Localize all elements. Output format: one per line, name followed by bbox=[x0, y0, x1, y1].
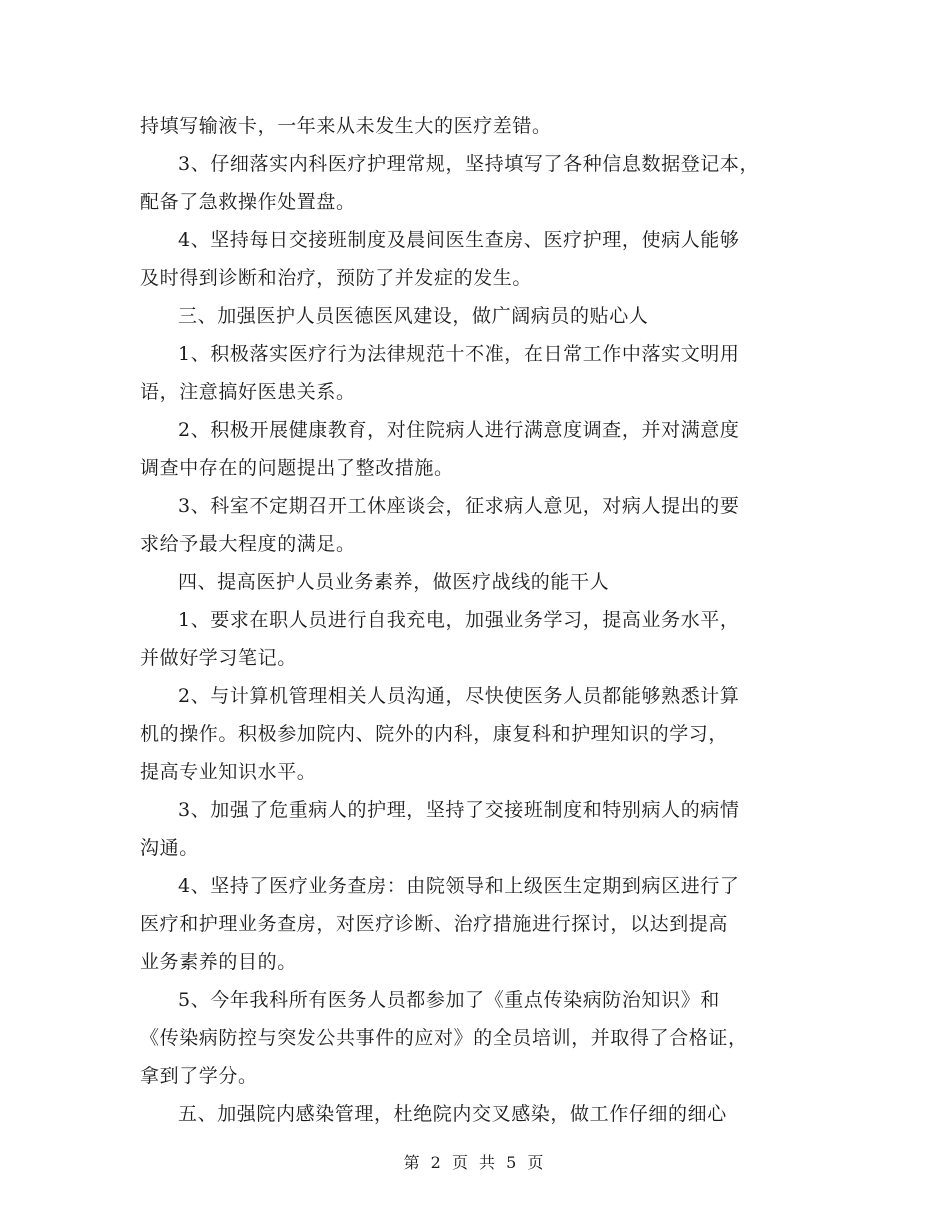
text-line: 三、加强医护人员医德医风建设，做广阔病员的贴心人 bbox=[178, 305, 649, 327]
text-line: 《传染病防控与突发公共事件的应对》的全员培训，并取得了合格证， bbox=[140, 1027, 748, 1049]
text-line: 配备了急救操作处置盘。 bbox=[140, 191, 356, 213]
text-line: 及时得到诊断和治疗，预防了并发症的发生。 bbox=[140, 267, 533, 289]
text-line: 1、积极落实医疗行为法律规范十不准，在日常工作中落实文明用 bbox=[178, 343, 740, 365]
text-line: 沟通。 bbox=[140, 837, 199, 859]
text-line: 并做好学习笔记。 bbox=[140, 647, 297, 669]
text-line: 机的操作。积极参加院内、院外的内科，康复科和护理知识的学习， bbox=[140, 723, 729, 745]
text-line: 拿到了学分。 bbox=[140, 1065, 258, 1087]
text-line: 3、仔细落实内科医疗护理常规，坚持填写了各种信息数据登记本， bbox=[178, 153, 760, 175]
text-line: 3、加强了危重病人的护理，坚持了交接班制度和特别病人的病情 bbox=[178, 799, 740, 821]
text-line: 语，注意搞好医患关系。 bbox=[140, 381, 356, 403]
document-body bbox=[140, 107, 810, 1133]
text-line: 医疗和护理业务查房，对医疗诊断、治疗措施进行探讨，以达到提高 bbox=[140, 913, 729, 935]
text-line: 持填写输液卡，一年来从未发生大的医疗差错。 bbox=[140, 115, 552, 137]
text-line: 五、加强院内感染管理，杜绝院内交叉感染，做工作仔细的细心 bbox=[178, 1103, 727, 1125]
page-number-footer: 第 2 页 共 5 页 bbox=[403, 1153, 547, 1172]
text-line: 2、积极开展健康教育，对住院病人进行满意度调查，并对满意度 bbox=[178, 419, 740, 441]
text-line: 4、坚持了医疗业务查房：由院领导和上级医生定期到病区进行了 bbox=[178, 875, 740, 897]
text-line: 求给予最大程度的满足。 bbox=[140, 533, 356, 555]
text-line: 业务素养的目的。 bbox=[140, 951, 297, 973]
text-line: 5、今年我科所有医务人员都参加了《重点传染病防治知识》和 bbox=[178, 989, 720, 1011]
text-line: 2、与计算机管理相关人员沟通，尽快使医务人员都能够熟悉计算 bbox=[178, 685, 740, 707]
text-line: 1、要求在职人员进行自我充电，加强业务学习，提高业务水平， bbox=[178, 609, 740, 631]
text-line: 4、坚持每日交接班制度及晨间医生查房、医疗护理，使病人能够 bbox=[178, 229, 740, 251]
text-line: 提高专业知识水平。 bbox=[140, 761, 317, 783]
text-line: 四、提高医护人员业务素养，做医疗战线的能干人 bbox=[178, 571, 610, 593]
text-line: 3、科室不定期召开工休座谈会，征求病人意见，对病人提出的要 bbox=[178, 495, 740, 517]
text-line: 调查中存在的问题提出了整改措施。 bbox=[140, 457, 454, 479]
